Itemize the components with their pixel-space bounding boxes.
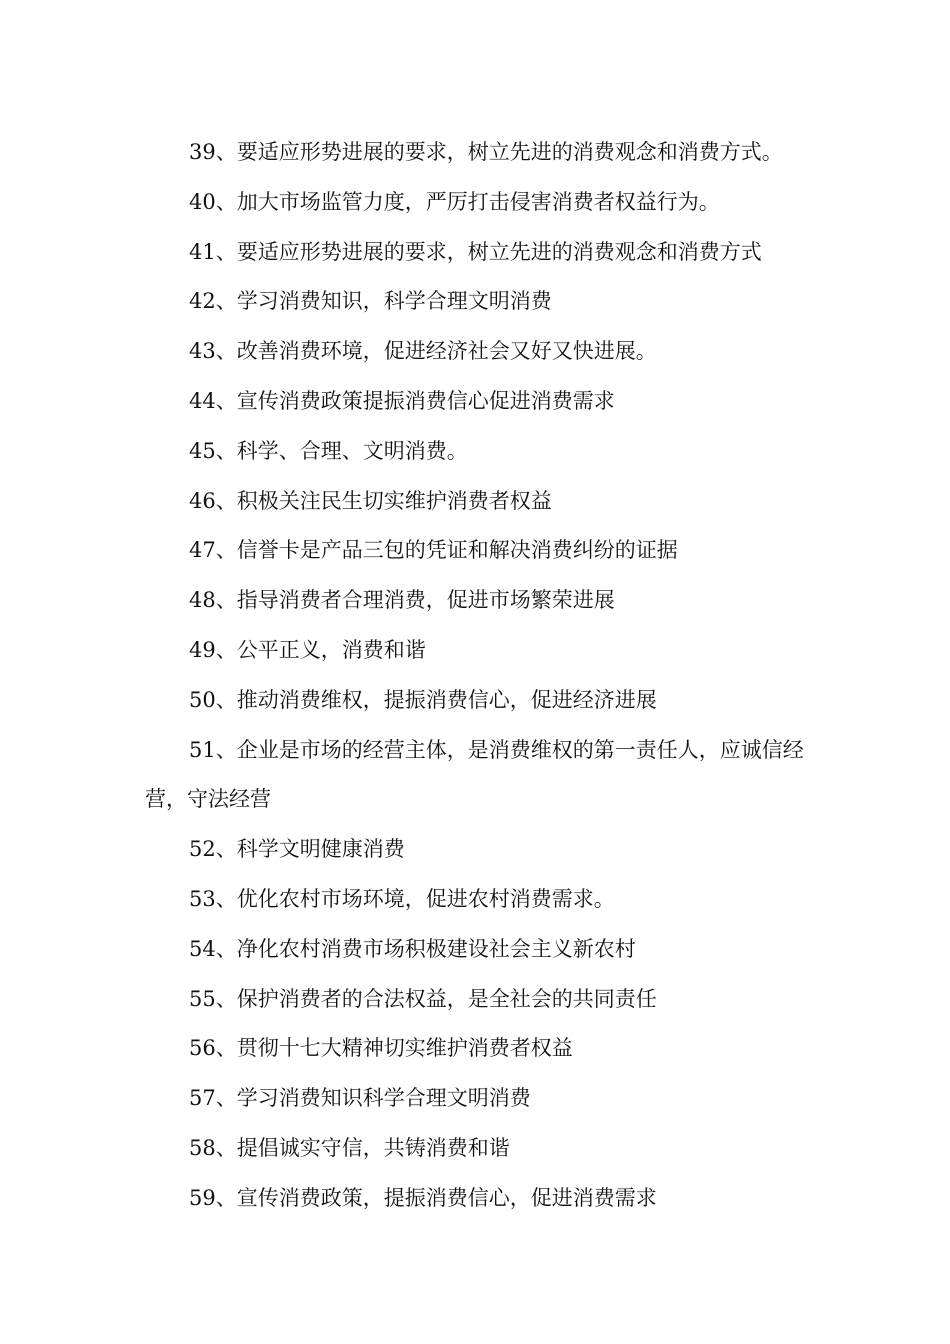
slogan-paragraph: 42、学习消费知识，科学合理文明消费 xyxy=(189,289,552,314)
slogan-paragraph: 45、科学、合理、文明消费。 xyxy=(189,438,468,463)
document-body xyxy=(145,128,810,1224)
slogan-paragraph: 44、宣传消费政策提振消费信心促进消费需求 xyxy=(189,388,615,413)
slogan-paragraph: 50、推动消费维权，提振消费信心，促进经济进展 xyxy=(189,687,657,712)
slogan-paragraph: 39、要适应形势进展的要求，树立先进的消费观念和消费方式。 xyxy=(189,140,783,164)
slogan-paragraph: 41、要适应形势进展的要求，树立先进的消费观念和消费方式 xyxy=(189,239,762,264)
slogan-paragraph: 58、提倡诚实守信，共铸消费和谐 xyxy=(189,1135,510,1160)
slogan-paragraph: 54、净化农村消费市场积极建设社会主义新农村 xyxy=(189,936,636,961)
slogan-paragraph: 46、积极关注民生切实维护消费者权益 xyxy=(189,488,552,513)
slogan-paragraph: 57、学习消费知识科学合理文明消费 xyxy=(189,1086,531,1111)
slogan-paragraph: 40、加大市场监管力度，严厉打击侵害消费者权益行为。 xyxy=(189,189,720,214)
slogan-paragraph: 53、优化农村市场环境，促进农村消费需求。 xyxy=(189,886,615,911)
slogan-paragraph: 49、公平正义，消费和谐 xyxy=(189,637,426,662)
slogan-paragraph: 47、信誉卡是产品三包的凭证和解决消费纠纷的证据 xyxy=(189,538,678,563)
slogan-paragraph: 55、保护消费者的合法权益，是全社会的共同责任 xyxy=(189,986,657,1011)
slogan-paragraph: 59、宣传消费政策，提振消费信心，促进消费需求 xyxy=(189,1185,657,1210)
slogan-paragraph: 56、贯彻十七大精神切实维护消费者权益 xyxy=(189,1036,573,1061)
slogan-paragraph: 43、改善消费环境，促进经济社会又好又快进展。 xyxy=(189,339,657,364)
slogan-paragraph: 51、企业是市场的经营主体，是消费维权的第一责任人，应诚信经营，守法经营 xyxy=(145,737,804,812)
slogan-paragraph: 52、科学文明健康消费 xyxy=(189,837,405,862)
slogan-paragraph: 48、指导消费者合理消费，促进市场繁荣进展 xyxy=(189,588,615,613)
